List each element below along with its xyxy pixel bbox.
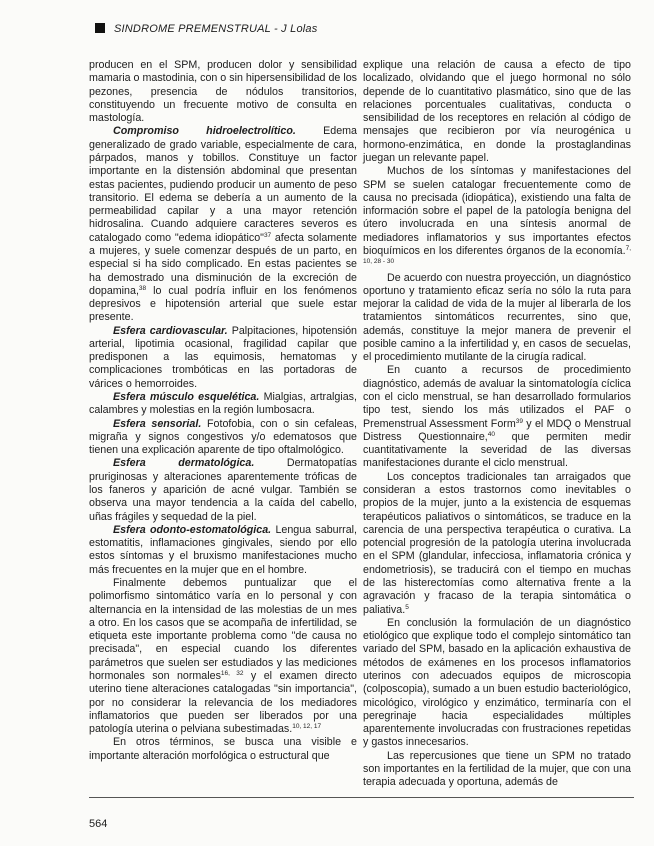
paragraph — [89, 736, 357, 763]
section-heading: Esfera músculo esquelética. — [113, 391, 260, 404]
paragraph-text: Las repercusiones que tiene un SPM no tratado son importantes en la fertilidad de la mujer, que con una terapia adecuada y oportuna, además de — [363, 749, 631, 789]
paragraph — [363, 165, 631, 271]
footer-rule — [89, 797, 634, 798]
paragraph — [363, 59, 631, 165]
citation: 16, 32 — [220, 669, 244, 677]
paragraph-text: Lengua saburral, estomatitis, inflamaciones gingivales, siendo por ello estos síntomas y el bruxismo manifestaciones mucho más frecuentes en la mujer que en el hombre. — [89, 523, 357, 576]
paragraph-text: y el examen directo uterino tiene alteraciones catalogadas "sin importancia", por no considerar la relevancia de los mediadores inflamatorios que pueden ser liberados por una patología uterina o pelviana subestimadas. — [89, 669, 357, 736]
paragraph — [363, 617, 631, 750]
paragraph-text: Dermatopatías pruriginosas y alteraciones aparentemente tróficas de los faneros y aparición de acné vulgar. También se observa una mayor tendencia a la caída del cabello, uñas frágiles y sequedad de la piel. — [89, 457, 357, 523]
running-header — [95, 23, 615, 39]
paragraph-text: Muchos de los síntomas y manifestaciones del SPM se suelen catalogar frecuentemente como de causa no precisada (idiopática), existiendo una falta de información sobre el papel de la patología benigna del útero involucrada en una síntesis anormal de mediadores inflamatorios y sus importantes efectos bioquímicos en los diferentes órganos de la economía. — [363, 165, 631, 257]
paragraph — [89, 577, 357, 736]
paragraph — [89, 457, 357, 523]
paragraph-text: En conclusión la formulación de un diagnóstico etiológico que explique todo el complejo sintomático tan variado del SPM, basado en la aplicación exhaustiva de métodos de exámenes en los procesos inflamatorios uterinos con adecuados equipos de microscopia (colposcopia), sumado a un buen estudio bacteriológico, micológico, virológico y enzimático, terminaría con el peregrinaje hacia especialidades múltiples aparentemente involucradas con frustraciones repetidas y gastos innecesarios. — [363, 616, 631, 749]
paragraph — [89, 391, 357, 418]
paragraph-text: producen en el SPM, producen dolor y sensibilidad mamaria o mastodinia, con o sin hipersensibilidad de los pezones, presencia de nódulos transitorios, constituyendo un frecuente motivo de consulta en mastología. — [89, 59, 357, 125]
section-heading: Esfera dermatológica. — [113, 457, 255, 470]
paragraph — [89, 125, 357, 324]
paragraph-text: Los conceptos tradicionales tan arraigados que consideran a estos trastornos como inevitables o propios de la mujer, junto a la existencia de esquemas terapéuticos paliativos o sintomáticos, se traduce en la carencia de una perspectiva terapéutica o curativa. La potencial progresión de la patología uterina involucrada en el SPM (glandular, infecciosa, inflamatoria crónica y endometriosis), se traducirá con el tiempo en muchas de las histerectomías como alternativa frente a la agravación y fracaso de la terapia sintomática o paliativa. — [363, 470, 631, 616]
paragraph-text: afecta solamente a mujeres, y suele comenzar después de un parto, en especial si ha sido complicado. En estas pacientes se ha demostrado una disminución de la excreción de dopamina, — [89, 231, 357, 297]
citation: 5 — [405, 603, 409, 611]
running-header-text: SINDROME PREMENSTRUAL - J Lolas — [114, 23, 318, 35]
paragraph — [89, 418, 357, 458]
citation: 7, 10, 28 - 30 — [363, 244, 631, 266]
citation: 40 — [487, 430, 495, 438]
paragraph-text: Finalmente debemos puntualizar que el polimorfismo sintomático varía en lo personal y con alternancia en la intensidad de las molestias de un mes a otro. En los casos que se acompaña de infertilidad, se etiqueta este importante problema como "de causa no precisada", en especial cuando los diferentes parámetros que suelen ser estudiados y las mediciones hormonales son normales — [89, 576, 357, 682]
paragraph-text: lo cual podría influir en los fenómenos depresivos e hipotensión arterial que suele estar presente. — [89, 284, 357, 324]
section-heading: Compromiso hidroelectrolítico. — [113, 125, 296, 138]
paragraph-text: Palpitaciones, hipotensión arterial, lipotimia ocasional, fragilidad capilar que predisponen a las equimosis, hematomas y complicaciones trombóticas en las portadoras de várices o hemorroides. — [89, 324, 357, 390]
paragraph-text: Fotofobia, con o sin cefaleas, migraña y signos congestivos y/o edematosos que tienen una explicación aparente de tipo oftalmológico. — [89, 417, 357, 457]
page-number: 564 — [89, 818, 108, 830]
paragraph — [363, 272, 631, 365]
paragraph — [89, 59, 357, 125]
paragraph — [363, 471, 631, 617]
paragraph — [89, 524, 357, 577]
citation: 39 — [515, 417, 523, 425]
paragraph — [363, 750, 631, 790]
paragraph-text: En cuanto a recursos de procedimiento diagnóstico, además de avaluar la sintomatología cíclica con el ciclo menstrual, se han desarrollado formularios tipo test, siendo los más utilizados el PAF o Premenstrual Assessment Form — [363, 364, 631, 430]
section-heading: Esfera cardiovascular. — [113, 324, 228, 337]
citation: 38 — [138, 284, 147, 292]
citation: 10, 12, 17 — [292, 723, 322, 731]
paragraph-text: De acuerdo con nuestra proyección, un diagnóstico oportuno y tratamiento eficaz sería no sólo la ruta para mejorar la calidad de vida de la mujer al liberarla de los tratamientos sintomáticos recurrentes, sino que, además, constituye la mejor manera de prevenir el posible camino a la infertilidad y, en casos de secuelas, el procedimiento mutilante de la cirugía radical. — [363, 271, 631, 364]
paragraph-text: En otros términos, se busca una visible e importante alteración morfológica o estructural que — [89, 736, 357, 762]
paragraph-text: explique una relación de causa a efecto de tipo localizado, olvidando que el juego hormonal no sólo depende de lo cuantitativo plasmático, sino que de las relaciones porcentuales cualitativas, conducta o sensibilidad de los receptores en relación al código de mensajes que recibieron por vía neurogénica u hormono-enzimática, en donde la prostaglandinas juegan un relevante papel. — [363, 59, 631, 164]
paragraph-text: Edema generalizado de grado variable, especialmente de cara, párpados, manos y tobillos. Constituye un factor importante en la distensión abdominal que presentan estas pacientes, pudiendo producir un aumento de peso transitorio. El edema se debería a un aumento de la permeabilidad capilar y a una mayor retención hidrosalina. Cuando adquiere caracteres severos es catalogado como "edema idiopático" — [89, 125, 357, 244]
section-heading: Esfera sensorial. — [113, 417, 202, 430]
section-heading: Esfera odonto-estomatológica. — [113, 523, 272, 536]
paragraph-text: que permiten medir cuantitativamente la severidad de las diversas manifestaciones durante el ciclo menstrual. — [363, 430, 632, 470]
paragraph — [363, 364, 631, 470]
left-column — [89, 59, 357, 763]
paragraph — [89, 325, 357, 391]
paragraph-text: y el MDQ o Menstrual Distress Questionnaire, — [363, 417, 631, 443]
citation: 37 — [263, 231, 272, 239]
paragraph-text: Mialgias, artralgias, calambres y molestias en la región lumbosacra. — [89, 391, 357, 417]
header-square-mark — [95, 23, 105, 33]
right-column — [363, 59, 631, 789]
